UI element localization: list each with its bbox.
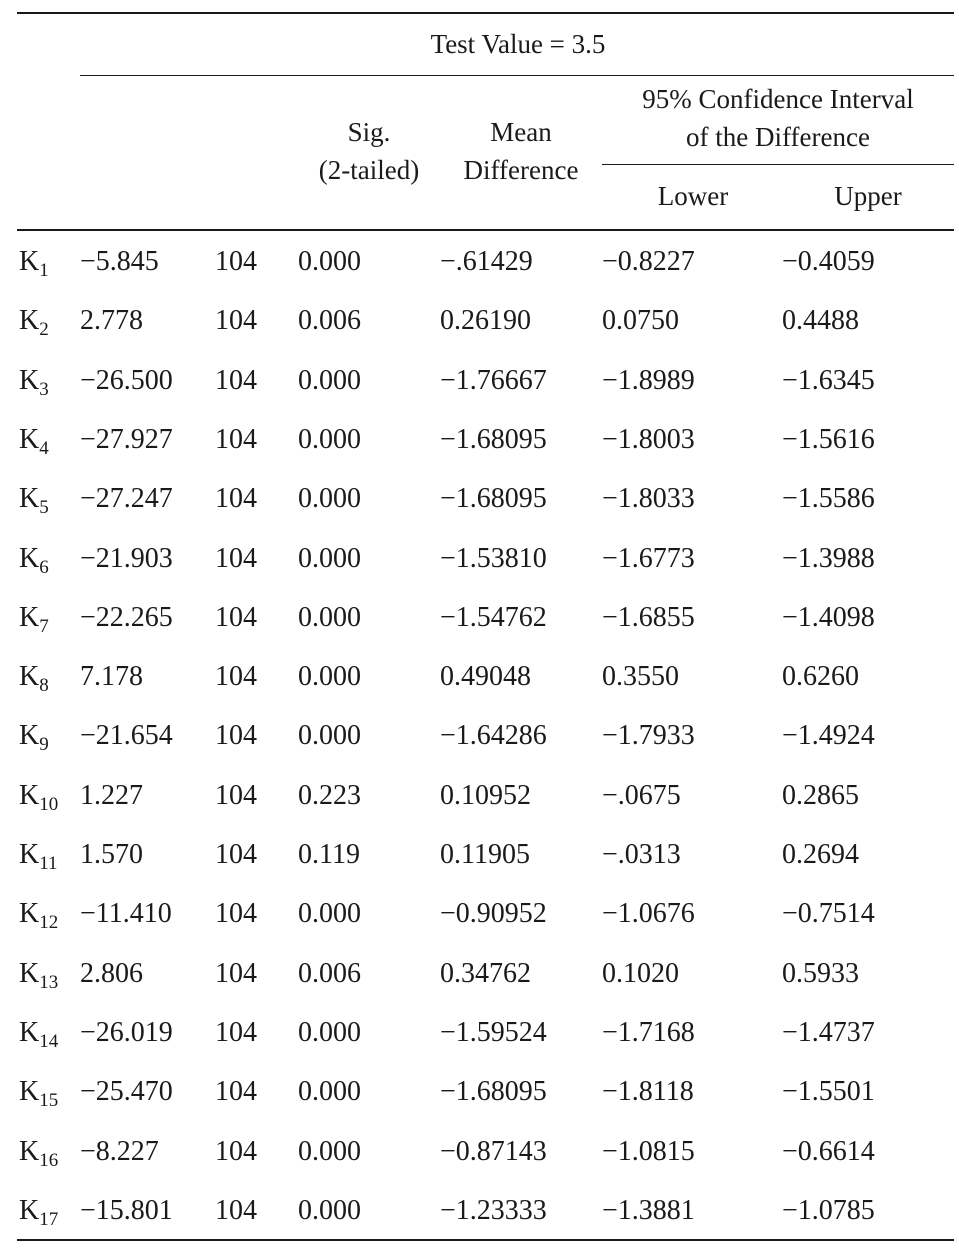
table-row [0, 944, 959, 1003]
table-row [0, 351, 959, 410]
t-value-cell: −26.019 [80, 1016, 173, 1048]
mean-difference-cell: −1.23333 [440, 1194, 547, 1226]
variable-label: $K_5$ [19, 483, 49, 519]
ci-upper-cell: −1.4098 [782, 601, 875, 633]
mean-difference-cell: −1.68095 [440, 1076, 547, 1108]
ci-upper-cell: 0.2865 [782, 779, 859, 811]
df-cell: 104 [215, 779, 257, 811]
df-cell: 104 [215, 898, 257, 930]
sig-cell: 0.000 [298, 542, 361, 574]
t-value-cell: −25.470 [80, 1076, 173, 1108]
ci-lower-cell: −1.7933 [602, 720, 695, 752]
t-value-cell: 1.227 [80, 779, 143, 811]
sig-cell: 0.000 [298, 1076, 361, 1108]
df-cell: 104 [215, 1194, 257, 1226]
df-cell: 104 [215, 1076, 257, 1108]
df-cell: 104 [215, 246, 257, 277]
t-value-cell: −21.654 [80, 720, 173, 752]
ci-upper-cell: −0.7514 [782, 898, 875, 930]
variable-label: $K_{16}$ [19, 1135, 59, 1171]
table-row [0, 232, 959, 291]
mean-difference-cell: 0.34762 [440, 957, 531, 989]
df-cell: 104 [215, 839, 257, 870]
df-cell: 104 [215, 483, 257, 515]
df-cell: 104 [215, 601, 257, 633]
ci-underline [602, 164, 954, 165]
mean-difference-cell: −1.64286 [440, 720, 547, 752]
df-cell: 104 [215, 957, 257, 989]
ci-lower-cell: 0.1020 [602, 957, 679, 989]
ci-lower-cell: −.0675 [602, 779, 681, 811]
ci-lower-cell: −1.6773 [602, 542, 695, 574]
ci-upper-cell: 0.4488 [782, 305, 859, 337]
ci-upper-cell: −0.6614 [782, 1135, 875, 1167]
ci-upper-cell: −1.6345 [782, 364, 875, 396]
table-row [0, 1062, 959, 1121]
test-value-underline [80, 75, 954, 76]
table-row [0, 1181, 959, 1240]
ci-lower-cell: −1.6855 [602, 601, 695, 633]
sig-cell: 0.000 [298, 898, 361, 930]
df-cell: 104 [215, 305, 257, 337]
mean-difference-cell: −1.53810 [440, 542, 547, 574]
mean-difference-cell: −.61429 [440, 246, 533, 277]
sig-cell: 0.000 [298, 661, 361, 693]
table-row [0, 469, 959, 528]
table-row [0, 529, 959, 588]
ci-lower-cell: 0.0750 [602, 305, 679, 337]
ci-upper-cell: −1.5586 [782, 483, 875, 515]
table-row [0, 410, 959, 469]
variable-label: $K_{14}$ [19, 1016, 59, 1052]
df-cell: 104 [215, 661, 257, 693]
t-value-cell: 1.570 [80, 839, 143, 870]
table-row [0, 825, 959, 884]
variable-label: $K_8$ [19, 661, 49, 697]
table-row [0, 766, 959, 825]
ci-upper-cell: −1.3988 [782, 542, 875, 574]
ci-lower-cell: −1.3881 [602, 1194, 695, 1226]
variable-label: $K_9$ [19, 720, 49, 756]
ci-upper-cell: −1.4924 [782, 720, 875, 752]
ci-lower-cell: 0.3550 [602, 661, 679, 693]
mean-difference-cell: −1.68095 [440, 423, 547, 455]
mean-header-line2: Difference [463, 155, 579, 185]
ci-upper-cell: −1.4737 [782, 1016, 875, 1048]
sig-cell: 0.000 [298, 1016, 361, 1048]
df-cell: 104 [215, 1016, 257, 1048]
sig-cell: 0.000 [298, 601, 361, 633]
table-row [0, 588, 959, 647]
t-value-cell: −5.845 [80, 246, 159, 277]
ci-lower-cell: −1.7168 [602, 1016, 695, 1048]
t-value-cell: 7.178 [80, 661, 143, 693]
mean-difference-cell: −1.59524 [440, 1016, 547, 1048]
variable-label: $K_7$ [19, 601, 49, 637]
df-cell: 104 [215, 423, 257, 455]
mean-difference-cell: 0.26190 [440, 305, 531, 337]
mean-difference-cell: −1.68095 [440, 483, 547, 515]
top-rule [17, 12, 954, 14]
ci-header-line2: of the Difference [686, 122, 870, 152]
variable-label: $K_4$ [19, 423, 49, 459]
df-cell: 104 [215, 364, 257, 396]
variable-label: $K_2$ [19, 305, 49, 341]
variable-label: $K_{17}$ [19, 1194, 59, 1230]
variable-label: $K_1$ [19, 246, 49, 281]
t-value-cell: −27.927 [80, 423, 173, 455]
sig-cell: 0.000 [298, 720, 361, 752]
t-value-cell: −21.903 [80, 542, 173, 574]
upper-header: Upper [834, 181, 902, 211]
t-value-cell: −26.500 [80, 364, 173, 396]
table-row [0, 647, 959, 706]
table-row [0, 291, 959, 350]
table-row [0, 884, 959, 943]
ci-upper-cell: 0.6260 [782, 661, 859, 693]
df-cell: 104 [215, 1135, 257, 1167]
t-value-cell: −11.410 [80, 898, 172, 930]
ci-lower-cell: −1.0815 [602, 1135, 695, 1167]
sig-cell: 0.000 [298, 1194, 361, 1226]
sig-cell: 0.006 [298, 957, 361, 989]
mean-difference-cell: 0.10952 [440, 779, 531, 811]
ci-upper-cell: −0.4059 [782, 246, 875, 277]
variable-label: $K_{15}$ [19, 1076, 59, 1112]
t-value-cell: 2.778 [80, 305, 143, 337]
ci-upper-cell: 0.5933 [782, 957, 859, 989]
ci-upper-cell: −1.5501 [782, 1076, 875, 1108]
mean-header-line1: Mean [490, 117, 552, 147]
mean-difference-cell: −1.54762 [440, 601, 547, 633]
ci-lower-cell: −1.8033 [602, 483, 695, 515]
variable-label: $K_{11}$ [19, 839, 58, 874]
sig-cell: 0.000 [298, 423, 361, 455]
ci-lower-cell: −1.0676 [602, 898, 695, 930]
t-value-cell: 2.806 [80, 957, 143, 989]
t-value-cell: −8.227 [80, 1135, 159, 1167]
sig-cell: 0.000 [298, 483, 361, 515]
sig-cell: 0.000 [298, 364, 361, 396]
ci-upper-cell: 0.2694 [782, 839, 859, 870]
table-row [0, 1122, 959, 1181]
variable-label: $K_{10}$ [19, 779, 59, 815]
lower-header: Lower [657, 181, 729, 211]
mean-difference-cell: −0.90952 [440, 898, 547, 930]
t-value-cell: −27.247 [80, 483, 173, 515]
ci-lower-cell: −1.8003 [602, 423, 695, 455]
ci-header-line1: 95% Confidence Interval [642, 84, 914, 114]
sig-header-line2: (2-tailed) [318, 155, 420, 185]
test-value-header: Test Value = 3.5 [430, 29, 606, 59]
ci-lower-cell: −1.8118 [602, 1076, 694, 1108]
variable-label: $K_{12}$ [19, 898, 59, 934]
sig-cell: 0.000 [298, 246, 361, 277]
variable-label: $K_6$ [19, 542, 49, 578]
df-cell: 104 [215, 720, 257, 752]
df-cell: 104 [215, 542, 257, 574]
mean-difference-cell: −0.87143 [440, 1135, 547, 1167]
ci-lower-cell: −1.8989 [602, 364, 695, 396]
variable-label: $K_{13}$ [19, 957, 59, 993]
table-row [0, 1003, 959, 1062]
sig-cell: 0.119 [298, 839, 360, 870]
sig-cell: 0.000 [298, 1135, 361, 1167]
ci-lower-cell: −.0313 [602, 839, 681, 870]
table-row [0, 706, 959, 765]
sig-header-line1: Sig. [347, 117, 391, 147]
mean-difference-cell: 0.49048 [440, 661, 531, 693]
variable-label: $K_3$ [19, 364, 49, 400]
ci-lower-cell: −0.8227 [602, 246, 695, 277]
sig-cell: 0.223 [298, 779, 361, 811]
ci-upper-cell: −1.0785 [782, 1194, 875, 1226]
mean-difference-cell: −1.76667 [440, 364, 547, 396]
t-value-cell: −15.801 [80, 1194, 173, 1226]
ci-upper-cell: −1.5616 [782, 423, 875, 455]
mean-difference-cell: 0.11905 [440, 839, 530, 870]
sig-cell: 0.006 [298, 305, 361, 337]
header-bottom-rule [17, 229, 954, 231]
t-value-cell: −22.265 [80, 601, 173, 633]
